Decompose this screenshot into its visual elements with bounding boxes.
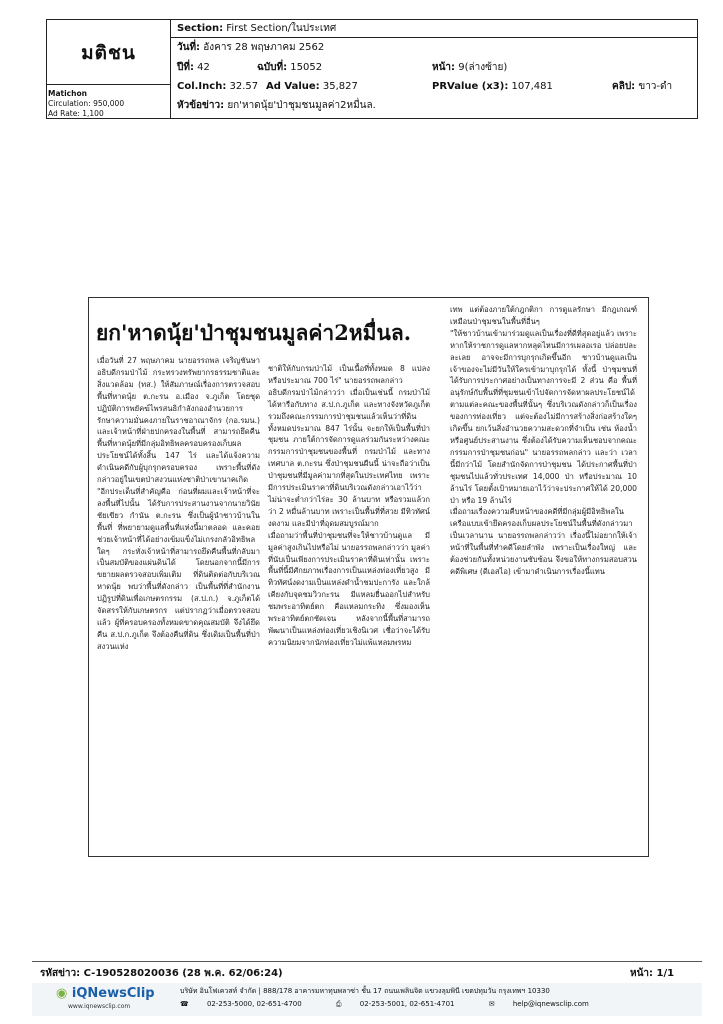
news-code: รหัสข่าว: C-190528020036 (28 พ.ค. 62/06:24)	[40, 968, 283, 979]
email-icon: ✉	[488, 1000, 495, 1008]
page-count: หน้า: 1/1	[630, 968, 675, 979]
phone-contact: ☎ 02-253-5000, 02-651-4700	[180, 1000, 302, 1008]
section-field: Section: First Section/ในประเทศ	[177, 23, 337, 34]
clip-field: คลิป: ขาว-ดำ	[612, 81, 673, 92]
article-column-2	[268, 363, 430, 853]
publisher-name: Matichon	[48, 89, 87, 98]
company-address: บริษัท อินโฟเควสท์ จำกัด | 888/178 อาคารมหาทุนพลาซ่า ชั้น 17 ถนนเพลินจิต แขวงลุมพินี เขตปทุมวัน กรุงเทพฯ 10330	[180, 987, 550, 995]
ad-value-field: Ad Value: 35,827	[266, 81, 358, 92]
date-field: วันที่: อังคาร 28 พฤษภาคม 2562	[177, 42, 325, 53]
article-text: ชาติให้กับกรมป่าไม้ เป็นเนื้อที่ทั้งหมด 8 แปลง หรือประมาณ 700 ไร่" นายอรรถพลกล่าว อธิบดีกรมป่าไม้กล่าวว่า เมื่อเป็นเช่นนี้ กรมป่าไม้ได้หารือกับทาง ส.ป.ก.ภูเก็ต และทางจังหวัดภูเก็ต รวมถึงคณะกรรมการป่าชุมชนแล้วเห็นว่าที่ดินทั้งหมดประมาณ 847 ไร่นั้น จะยกให้เป็นพื้นที่ป่าชุมชน ภายใต้การจัดการดูแลร่วมกันระหว่างคณะกรรมการป่าชุมชนของพื้นที่ กรมป่าไม้ และทางเทศบาล ต.กะรน ซึ่งป่าชุมชนผืนนี้ น่าจะถือว่าเป็นป่าชุมชนที่มีมูลค่ามากที่สุดในประเทศไทย เพราะมีการประเมินราคาที่ดินบริเวณดังกล่าวเอาไว้ว่า ไม่น่าจะต่ำกว่าไร่ละ 30 ล้านบาท หรือรวมแล้วกว่า 2 หมื่นล้านบาท เพราะเป็นพื้นที่ที่สวย มีทิวทัศน์งดงาม และมีป่าที่อุดมสมบูรณ์มาก เมื่อถามว่าพื้นที่ป่าชุมชนที่จะให้ชาวบ้านดูแล มีมูลค่าสูงเกินไปหรือไม่ นายอรรถพลกล่าวว่า มูลค่าที่นับเป็นเพียงการประเมินราคาที่ดินเท่านั้น เพราะ พื้นที่นี้มีศักยภาพเรื่องการเป็นแหล่งท่องเที่ยวสูง มีทิวทัศน์งดงามเป็นแหล่งดำน้ำชมปะการัง และใกล้เคียงกับจุดชมวิวกะรน มีแหลมยื่นออกไปสำหรับชมพระอาทิตย์ตก คือแหลมกระทิง ซึ่งมองเห็นพระอาทิตย์ตกชัดเจน หลังจากนี้พื้นที่สามารถพัฒนาเป็นแหล่งท่องเที่ยวเชิงนิเวศ เชื่อว่าจะได้รับความนิยมจากนักท่องเที่ยวไม่แพ้แหลมพรหม	[268, 364, 430, 647]
col-inch-field: Col.Inch: 32.57	[177, 81, 259, 92]
issue-field: ฉบับที่: 15052	[257, 62, 323, 73]
article-column-3	[450, 304, 637, 844]
footer-divider	[32, 961, 702, 962]
contact-row	[180, 1000, 621, 1009]
publication-logo: มติชน	[81, 42, 136, 64]
iqnewsclip-site: www.iqnewsclip.com	[68, 1003, 131, 1010]
pr-value-field: PRValue (x3): 107,481	[432, 81, 553, 92]
header-divider	[170, 37, 698, 38]
circulation: Circulation: 950,000	[48, 99, 125, 108]
header-divider	[170, 19, 171, 119]
globe-icon: ◉	[56, 986, 68, 1001]
article-text: เทพ แต่ต้องภายใต้กฎกติกา การดูแลรักษา มีกฎเกณฑ์เหมือนป่าชุมชนในพื้นที่อื่นๆ "ให้ชาวบ้านเข้ามาร่วมดูแลเป็นเรื่องที่ดีที่สุดอยู่แล้ว เพราะหากให้ราชการดูแลหากหลุดไหนมีการเผลอเรอ ปล่อยปละละเลย อาจจะมีการบุกรุกเกิดขึ้นอีก ชาวบ้านดูแลเป็นเจ้าของจะไม่มีวันให้ใครเข้ามาบุกรุกได้ ทั้งนี้ ป่าชุมชนที่ได้รับการประกาศอย่างเป็นทางการจะมี 2 ส่วน คือ พื้นที่อนุรักษ์กับพื้นที่ที่ชุมชนเข้าไปจัดการจัดหาผลประโยชน์ได้ตามแต่ละคณะของพื้นที่นั้นๆ ซึ่งบริเวณดังกล่าวก็เป็นเรื่องของการท่องเที่ยว แต่จะต้องไม่มีการสร้างสิ่งก่อสร้างใดๆ เกิดขึ้น ยกเว้นสิ่งอำนวยความสะดวกที่จำเป็น เช่น ห้องน้ำ หรือศูนย์ประสานงาน ซึ่งต้องได้รับความเห็นชอบจากคณะกรรมการป่าชุมชนก่อน" นายอรรถพลกล่าว และว่า เวลานี้มีกว่าไม้ โดยสำนักจัดการป่าชุมชน ได้ประกาศพื้นที่ป่าชุมชนไปแล้วทั่วประเทศ 14,000 ป่า หรือประมาณ 10 ล้านไร่ โดยตั้งเป้าหมายเอาไว้ว่าจะประกาศให้ได้ 20,000 ป่า หรือ 19 ล้านไร่ เมื่อถามเรื่องความคืบหน้าของคดีที่มีกลุ่มผู้มีอิทธิพลในเครือแบบเข้ายึดครองเก็บผลประโยชน์ในพื้นที่ดังกล่าวมาเป็นเวลานาน นายอรรถพลกล่าวว่า เรื่องนี้ไม่อยากให้เจ้าหน้าที่ในพื้นที่ทำคดีโดยลำพัง เพราะเป็นเรื่องใหญ่ และต้องช่วยกันทั้งหน่วยงานซับซ้อน จึงขอให้ทางกรมสอบสวนคดีพิเศษ (ดีเอสไอ) เข้ามาดำเนินการเรื่องนี้แทน	[450, 305, 637, 576]
article-text: เมื่อวันที่ 27 พฤษภาคม นายอรรถพล เจริญชันษา อธิบดีกรมป่าไม้ กระทรวงทรัพยากรธรรมชาติและสิ่งแวดล้อม (ทส.) ให้สัมภาษณ์เรื่องการตรวจสอบพื้นที่หาดนุ้ย ต.กะรน อ.เมือง จ.ภูเก็ต โดยชุดปฏิบัติการพยัคฆ์ไพรสนธิกำลังกองอำนวยการรักษาความมั่นคงภายในราชอาณาจักร (กอ.รมน.) และเจ้าหน้าที่ฝ่ายปกครองในพื้นที่ สามารถยึดคืนพื้นที่หาดนุ้ยที่มีกลุ่มอิทธิพลครอบครองเก็บผลประโยชน์ได้ทั้งสิ้น 147 ไร่ และได้แจ้งความดำเนินคดีกับผู้บุกรุกครอบครอง เพราะพื้นที่ดังกล่าวอยู่ในเขตป่าสงวนแห่งชาติป่าเขานาคเกิด "อีกประเด็นที่สำคัญคือ ก่อนที่ผมและเจ้าหน้าที่จะลงพื้นที่ไปนั้น ได้รับการประสานงานจากนายวินัย ชัยเขียว กำนัน ต.กะรน ซึ่งเป็นผู้นำชาวบ้านในพื้นที่ ที่พยายามดูแลพื้นที่แห่งนี้มาตลอด และคอยช่วยเจ้าหน้าที่ได้อย่างเข้มแข็งไม่เกรงกลัวอิทธิพลใดๆ กระทั่งเจ้าหน้าที่สามารถยึดคืนพื้นที่กลับมาเป็นสมบัติของแผ่นดินได้ โดยนอกจากนี้มีการขยายผลตรวจสอบเพิ่มเติม ที่ดินติดต่อกับบริเวณหาดนุ้ย พบว่าพื้นที่ดังกล่าว เป็นพื้นที่ที่สำนักงานปฏิรูปที่ดินเพื่อเกษตรกรรม (ส.ป.ก.) จ.ภูเก็ตได้จัดสรรให้กับเกษตรกร แต่ปรากฏว่าเมื่อตรวจสอบแล้ว ผู้ที่ครอบครองทั้งหมดขาดคุณสมบัติ จึงได้ยึดคืน ส.ป.ก.ภูเก็ต จึงต้องคืนที่ดิน ซึ่งเดิมเป็นพื้นที่ป่าสงวนแห่ง	[97, 356, 260, 651]
year-field: ปีที่: 42	[177, 62, 210, 73]
fax-contact: ⎙ 02-253-5001, 02-651-4701	[335, 1000, 455, 1008]
ad-rate: Ad Rate: 1,100	[48, 109, 104, 118]
email-contact: ✉ help@iqnewsclip.com	[488, 1000, 589, 1008]
phone-icon: ☎	[180, 1000, 189, 1008]
article-headline: ยก'หาดนุ้ย'ป่าชุมชนมูลค่า2หมื่นล.	[96, 320, 412, 345]
fax-icon: ⎙	[335, 1000, 342, 1008]
page-field: หน้า: 9(ล่างซ้าย)	[432, 62, 508, 73]
article-column-1	[97, 355, 260, 845]
iqnewsclip-logo: ◉ iQNewsClip	[56, 986, 155, 1001]
headline-field: หัวข้อข่าว: ยก'หาดนุ้ย'ป่าชุมชนมูลค่า2หมื่นล.	[177, 100, 376, 111]
